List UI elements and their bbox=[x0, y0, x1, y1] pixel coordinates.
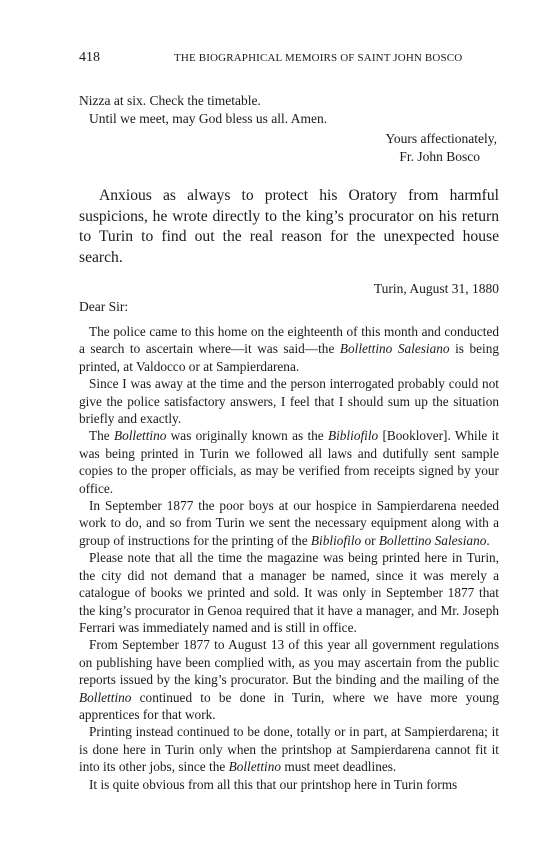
letter-paragraph: Since I was away at the time and the person interrogated probably could not give the police satisfactory answers, I feel that I should sum up the situation briefly and exactly. bbox=[79, 376, 499, 427]
dateline: Turin, August 31, 1880 bbox=[373, 281, 499, 296]
letter-paragraph: In September 1877 the poor boys at our hospice in Sampierdarena needed work to do, and so from Turin we sent the necessary equipment along with a group of instructions for the printing of the Bibliofilo or Bollettino Salesiano. bbox=[79, 498, 499, 548]
signoff bbox=[79, 130, 499, 166]
running-head bbox=[79, 50, 499, 72]
narrative-paragraph bbox=[79, 186, 499, 268]
closing: Yours affectionately, bbox=[385, 131, 497, 146]
narrative-text: Anxious as always to protect his Oratory from harmful suspicions, he wrote directly to the king’s procurator on his return to Turin to find out the real reason for the unexpected house search. bbox=[79, 187, 499, 266]
previous-letter-ending bbox=[79, 92, 499, 128]
letter-line: Until we meet, may God bless us all. Amen. bbox=[89, 111, 328, 126]
letter-paragraph: It is quite obvious from all this that our printshop here in Turin forms bbox=[89, 776, 458, 792]
signature: Fr. John Bosco bbox=[399, 149, 480, 164]
letter-paragraph: From September 1877 to August 13 of this year all government regulations on publishing have been complied with, as you may ascertain from the public reports issued by the king’s procurator. But the binding and the mailing of the Bollettino continued to be done in Turin, where we have more young apprentices for that work. bbox=[79, 637, 499, 722]
page-number: 418 bbox=[79, 50, 100, 65]
letter-paragraph: Printing instead continued to be done, totally or in part, at Sampierdarena; it is done here in Turin only when the printshop at Sampierdarena cannot fit it into its other jobs, since the Bollettino must meet deadlines. bbox=[79, 724, 499, 775]
running-title: THE BIOGRAPHICAL MEMOIRS OF SAINT JOHN BOSCO bbox=[174, 52, 463, 64]
letter-paragraph: Please note that all the time the magazine was being printed here in Turin, the city did not demand that a manager be named, since it was merely a catalogue of books we printed and sold. It was only in September 1877 that the king’s procurator in Genoa required that it have a manager, and Mr. Joseph Ferrari was immediately named and is still in office. bbox=[79, 550, 499, 635]
letter-body bbox=[79, 323, 499, 793]
letter-paragraph: The Bollettino was originally known as the Bibliofilo [Booklover]. While it was being printed in Turin we followed all laws and dutifully sent sample copies to the proper officials, as may be verified from receipts signed by your office. bbox=[79, 428, 499, 496]
book-page bbox=[79, 50, 499, 793]
letter-paragraph: The police came to this home on the eighteenth of this month and conducted a search to ascertain where—it was said—the Bollettino Salesiano is being printed, at Valdocco or at Sampierdarena. bbox=[79, 324, 499, 374]
salutation: Dear Sir: bbox=[79, 299, 129, 314]
letter-line: Nizza at six. Check the timetable. bbox=[79, 93, 261, 108]
